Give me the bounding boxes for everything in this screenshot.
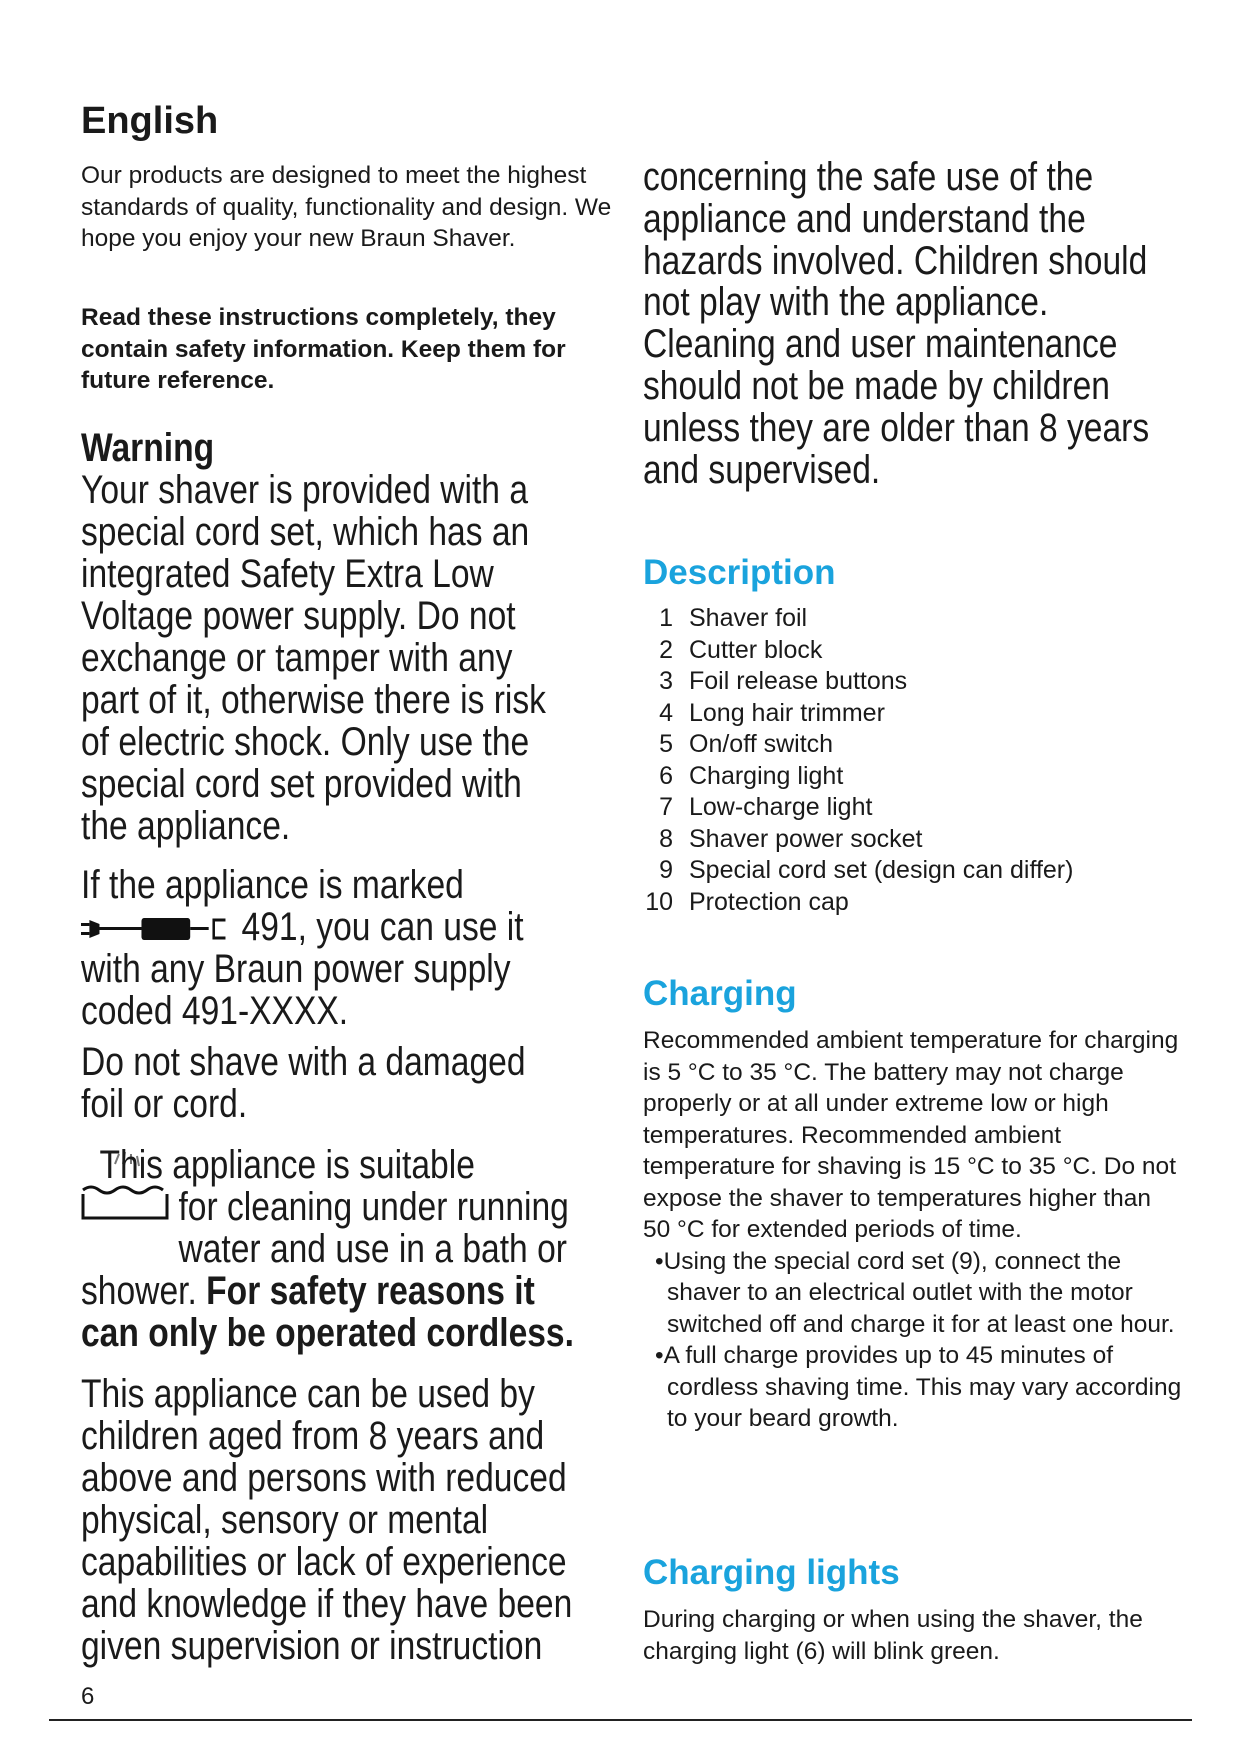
list-item: 9 Special cord set (design can differ) — [659, 856, 1074, 884]
list-item: 10 Protection cap — [645, 887, 849, 916]
suitable-line-3: water and use in a bath or — [178, 1227, 567, 1271]
list-item: 3 Foil release buttons — [659, 667, 908, 695]
page-number: 6 — [81, 1683, 95, 1710]
list-item: 1 Shaver foil — [659, 604, 808, 632]
continued-text: concerning the safe use of the appliance and understand the hazards involved. Children should not play with the appliance. Cleaning and user maintenance should not be made by children unless they are older than 8 years and supervised. — [643, 155, 1150, 492]
footer-rule — [49, 1719, 1192, 1721]
suitable-line-5: can only be operated cordless. — [81, 1311, 574, 1355]
marked-code-text: 491, you can use it — [241, 905, 524, 949]
marked-block — [81, 864, 619, 1032]
power-cord-icon — [81, 914, 232, 944]
charging-lights-text: During charging or when using the shaver, the charging light (6) will blink green. — [643, 1606, 1143, 1665]
list-item: 7 Low-charge light — [659, 793, 873, 821]
charging-lights-title: Charging lights — [643, 1553, 900, 1592]
list-item: 8 Shaver power socket — [659, 824, 923, 853]
charging-block — [643, 1025, 1183, 1435]
page-heading: English — [81, 100, 219, 142]
charging-bullet-1: •Using the special cord set (9), connect the shaver to an electrical outlet with the motor switched off and charge it for at least one hour. — [655, 1247, 1175, 1338]
marked-line-2 — [81, 906, 619, 948]
damaged-wrap — [81, 1041, 551, 1125]
read-instructions-note: Read these instructions completely, they contain safety information. Keep them for future reference. — [81, 304, 566, 394]
warning-title-wrap — [81, 426, 214, 471]
list-item: 4 Long hair trimmer — [659, 698, 885, 727]
description-list — [643, 603, 1073, 918]
warning-text-wrap — [81, 469, 560, 847]
charging-text: Recommended ambient temperature for charging is 5 °C to 35 °C. The battery may not charge properly or at all under extreme low or high temperatures. Recommended ambient temperature for shaving is 15 °C to 35 °C. Do not expose the shaver to temperatures higher than 50 °C for extended periods of time. — [643, 1027, 1179, 1243]
list-item: 2 Cutter block — [659, 635, 823, 664]
intro-paragraph: Our products are designed to meet the highest standards of quality, functionality and design. We hope you enjoy your new Braun Shaver. — [81, 162, 612, 252]
children-wrap — [81, 1373, 619, 1667]
suitable-line-4-bold: For safety reasons it — [206, 1269, 535, 1313]
suitable-line-2: for cleaning under running — [178, 1185, 569, 1229]
suitable-line-4-plain: shower. — [81, 1269, 197, 1313]
marked-line-1: If the appliance is marked — [81, 863, 464, 907]
suitable-line-1: This appliance is suitable — [99, 1143, 475, 1187]
suitable-block — [81, 1144, 716, 1354]
list-item: 6 Charging light — [659, 761, 844, 790]
marked-line-4: coded 491-XXXX. — [81, 989, 349, 1033]
charging-bullet-2: •A full charge provides up to 45 minutes of cordless shaving time. This may vary according to your beard growth. — [655, 1342, 1182, 1432]
warning-title: Warning — [81, 426, 215, 470]
marked-line-3: with any Braun power supply — [81, 947, 511, 991]
warning-text: Your shaver is provided with a special cord set, which has an integrated Safety Extra Low Voltage power supply. Do not exchange or tamper with any part of it, otherwise there is risk of electric shock. Only use the special cord set provided with the appliance. — [81, 468, 546, 848]
charging-title: Charging — [643, 974, 797, 1013]
continued-wrap — [643, 157, 1181, 491]
description-title: Description — [643, 553, 836, 592]
damaged-warning: Do not shave with a damaged foil or cord. — [81, 1040, 526, 1126]
suitable-line-4 — [81, 1270, 619, 1312]
list-item: 5 On/off switch — [659, 730, 834, 758]
children-text: This appliance can be used by children aged from 8 years and above and persons with reduced physical, sensory or mental capabilities or lack of experience and knowledge if they have been given supervision or instruction — [81, 1372, 573, 1668]
